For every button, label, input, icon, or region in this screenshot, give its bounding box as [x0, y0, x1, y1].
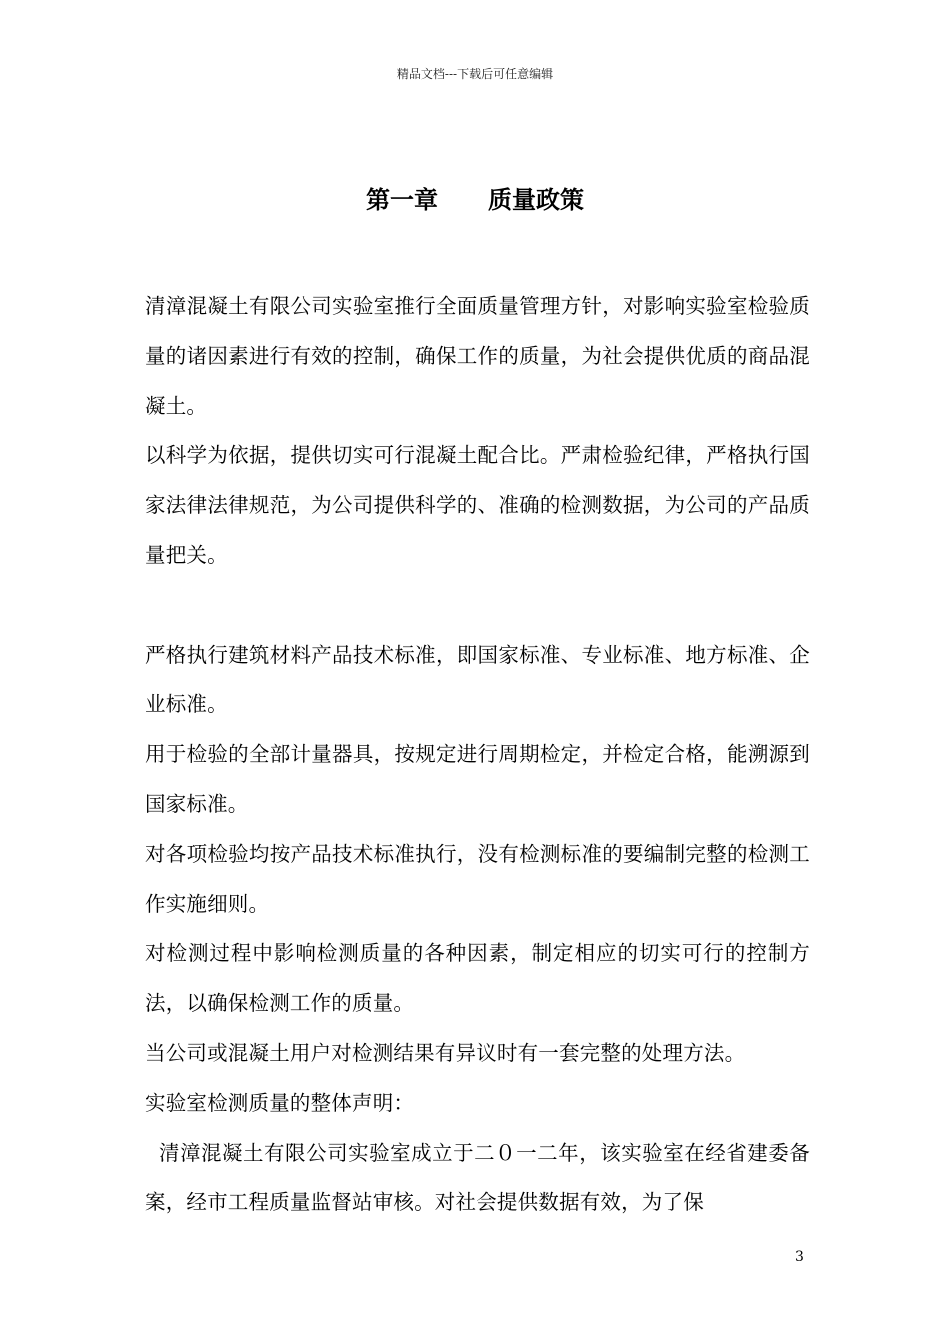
paragraph-spacer [145, 581, 810, 631]
page-number: 3 [795, 1249, 804, 1265]
paragraph-inspection-rules: 对各项检验均按产品技术标准执行，没有检测标准的要编制完整的检测工作实施细则。 [145, 841, 810, 916]
paragraph-declaration-heading: 实验室检测质量的整体声明： [145, 1090, 415, 1115]
paragraph-dispute-handling: 当公司或混凝土用户对检测结果有异议时有一套完整的处理方法。 [145, 1040, 746, 1065]
paragraph-standards: 严格执行建筑材料产品技术标准，即国家标准、专业标准、地方标准、企业标准。 [145, 642, 810, 717]
paragraph-quality-policy: 清漳混凝土有限公司实验室推行全面质量管理方针，对影响实验室检验质量的诸因素进行有效的控制，确保工作的质量，为社会提供优质的商品混凝土。 [145, 294, 810, 418]
chapter-name: 质量政策 [488, 186, 584, 214]
chapter-title [0, 184, 950, 216]
paragraph-scientific-basis: 以科学为依据，提供切实可行混凝土配合比。严肃检验纪律，严格执行国家法律法律规范，为公司提供科学的、准确的检测数据，为公司的产品质量把关。 [145, 443, 810, 567]
paragraph-process-control: 对检测过程中影响检测质量的各种因素，制定相应的切实可行的控制方法，以确保检测工作的质量。 [145, 941, 810, 1016]
paragraph-lab-introduction: 清漳混凝土有限公司实验室成立于二０一二年，该实验室在经省建委备案，经市工程质量监督站审核。对社会提供数据有效，为了保 [145, 1140, 810, 1215]
chapter-number: 第一章 [366, 186, 438, 214]
paragraph-measuring-instruments: 用于检验的全部计量器具，按规定进行周期检定，并检定合格，能溯源到国家标准。 [145, 742, 810, 816]
page-header: 精品文档---下载后可任意编辑 [396, 67, 554, 81]
body-text [145, 282, 810, 1228]
